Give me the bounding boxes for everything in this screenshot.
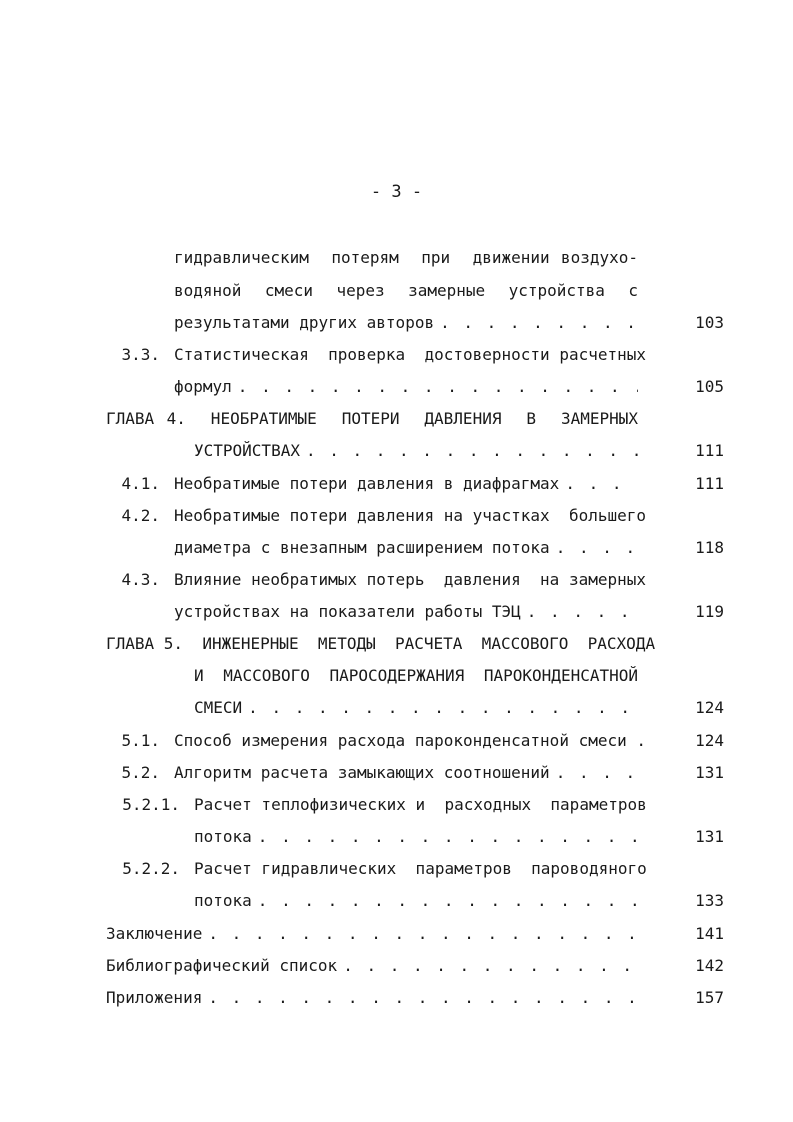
toc-number: 5.1. — [121, 731, 160, 750]
toc-page: 133 — [695, 891, 724, 910]
toc-page: 111 — [695, 474, 724, 493]
dot-leader — [559, 473, 638, 495]
toc-text: Влияние необратимых потерь давления на замерных — [174, 570, 647, 589]
toc-page: 124 — [695, 731, 724, 750]
toc-number: 4.1. — [121, 474, 160, 493]
toc-number: 5.2.2. — [122, 859, 180, 878]
toc-chapter-title: ГЛАВА 4. НЕОБРАТИМЫЕ ПОТЕРИ ДАВЛЕНИЯ В ЗАМЕРНЫХ — [106, 409, 638, 428]
toc-text: результатами других авторов . . . — [174, 312, 638, 334]
toc-text: Способ измерения расхода пароконденсатной смеси . — [174, 731, 647, 750]
toc-page: 105 — [695, 377, 724, 396]
toc-page: 118 — [695, 538, 724, 557]
toc-page: 141 — [695, 924, 724, 943]
toc-page: 103 — [695, 313, 724, 332]
dot-leader — [434, 312, 638, 334]
toc-number: 3.3. — [121, 345, 160, 364]
toc-text: гидравлическим потерям при движении воздухо- — [174, 248, 638, 267]
dot-leader — [521, 601, 638, 623]
toc-text: Расчет гидравлических параметров пароводяного — [194, 859, 647, 878]
toc-page: 119 — [695, 602, 724, 621]
page-number: - 3 - — [370, 182, 423, 202]
toc-text: И МАССОВОГО ПАРОСОДЕРЖАНИЯ ПАРОКОНДЕНСАТНОЙ — [194, 666, 638, 685]
toc-text: Необратимые потери давления на участках большего — [174, 506, 647, 525]
dot-leader — [242, 697, 638, 719]
toc-text: СМЕСИ . . . — [194, 697, 638, 719]
toc-number: 4.2. — [121, 506, 160, 525]
toc-text: Алгоритм расчета замыкающих соотношений . . . — [174, 762, 638, 784]
toc-text: Заключение . . . — [106, 923, 638, 945]
toc-number: 4.3. — [121, 570, 160, 589]
toc-text: водяной смеси через замерные устройства с — [174, 281, 638, 300]
toc-number: 5.2.1. — [122, 795, 180, 814]
toc-page: 111 — [695, 441, 724, 460]
dot-leader — [252, 826, 638, 848]
toc-text: Приложения . . . — [106, 987, 638, 1009]
toc-page: 157 — [695, 988, 724, 1007]
toc-text: потока . . . — [194, 826, 638, 848]
toc-text: формул . . . — [174, 376, 638, 398]
toc-page: 142 — [695, 956, 724, 975]
dot-leader — [252, 890, 638, 912]
toc-text: Необратимые потери давления в диафрагмах . . . — [174, 473, 638, 495]
dot-leader — [337, 955, 638, 977]
dot-leader — [202, 987, 638, 1009]
toc-page: 124 — [695, 698, 724, 717]
toc-text: устройствах на показатели работы ТЭЦ . . . — [174, 601, 638, 623]
dot-leader — [202, 923, 638, 945]
toc-number: 5.2. — [121, 763, 160, 782]
toc-page: 131 — [695, 763, 724, 782]
toc-text: УСТРОЙСТВАХ . . . — [194, 440, 638, 462]
toc-text: Статистическая проверка достоверности расчетных — [174, 345, 647, 364]
toc-text: Расчет теплофизических и расходных параметров — [194, 795, 647, 814]
dot-leader — [550, 537, 638, 559]
dot-leader — [550, 762, 638, 784]
toc-text: диаметра с внезапным расширением потока . . . — [174, 537, 638, 559]
dot-leader — [232, 376, 638, 398]
toc-chapter-title: ГЛАВА 5. ИНЖЕНЕРНЫЕ МЕТОДЫ РАСЧЕТА МАССОВОГО РАСХОДА — [106, 634, 656, 653]
toc-text: Библиографический список . . . — [106, 955, 638, 977]
toc-page: 131 — [695, 827, 724, 846]
toc-text: потока . . . — [194, 890, 638, 912]
dot-leader — [300, 440, 638, 462]
